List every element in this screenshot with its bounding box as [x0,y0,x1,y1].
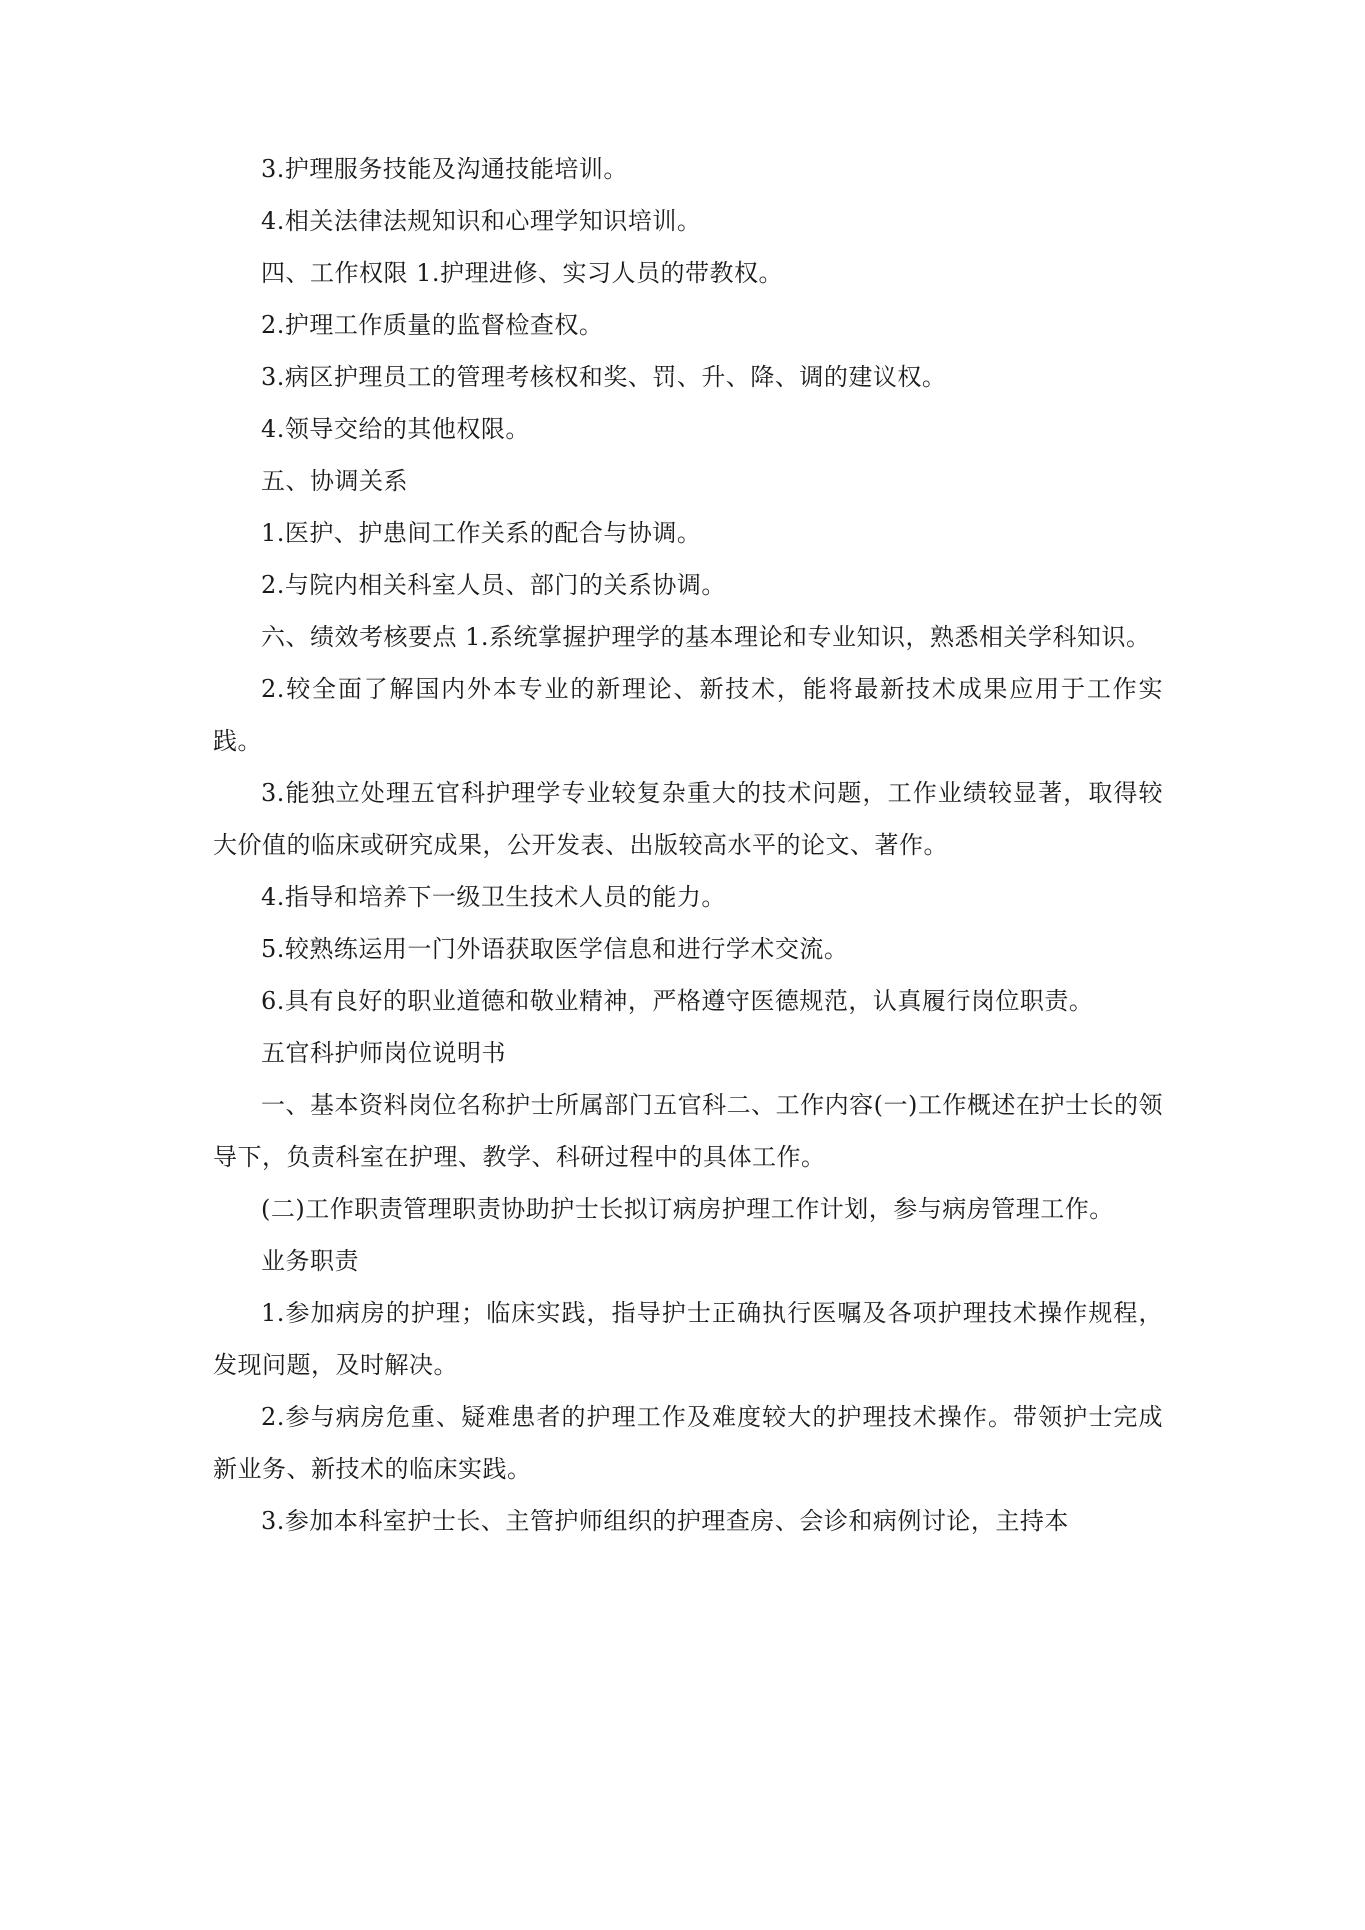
paragraph: (二)工作职责管理职责协助护士长拟订病房护理工作计划，参与病房管理工作。 [261,1195,1114,1223]
section-heading: 一、基本资料岗位名称护士所属部门五官科二、工作内容(一)工作概述在护士长的领导下，负责科室在护理、教学、科研过程中的具体工作。 [213,1091,1163,1171]
paragraph: 3.参加本科室护士长、主管护师组织的护理查房、会诊和病例讨论，主持本 [261,1507,1069,1535]
paragraph: 2.与院内相关科室人员、部门的关系协调。 [261,571,726,599]
section-heading: 四、工作权限 1.护理进修、实习人员的带教权。 [261,259,784,287]
paragraph: 4.领导交给的其他权限。 [261,415,530,443]
section-heading: 业务职责 [261,1247,359,1275]
paragraph: 2.护理工作质量的监督检查权。 [261,311,604,339]
paragraph: 1.医护、护患间工作关系的配合与协调。 [261,519,702,547]
paragraph: 3.能独立处理五官科护理学专业较复杂重大的技术问题，工作业绩较显著，取得较大价值的临床或研究成果，公开发表、出版较高水平的论文、著作。 [213,779,1163,859]
document-title: 五官科护师岗位说明书 [261,1039,506,1067]
paragraph: 3.病区护理员工的管理考核权和奖、罚、升、降、调的建议权。 [261,363,947,391]
paragraph: 1.参加病房的护理；临床实践，指导护士正确执行医嘱及各项护理技术操作规程，发现问题，及时解决。 [213,1299,1163,1379]
paragraph: 6.具有良好的职业道德和敬业精神，严格遵守医德规范，认真履行岗位职责。 [261,987,1094,1015]
paragraph: 2.参与病房危重、疑难患者的护理工作及难度较大的护理技术操作。带领护士完成新业务、新技术的临床实践。 [213,1403,1163,1483]
paragraph: 3.护理服务技能及沟通技能培训。 [261,155,628,183]
section-heading: 六、绩效考核要点 1.系统掌握护理学的基本理论和专业知识，熟悉相关学科知识。 [261,623,1151,651]
paragraph: 4.相关法律法规知识和心理学知识培训。 [261,207,702,235]
document-body [213,143,1163,1547]
section-heading: 五、协调关系 [261,467,408,495]
paragraph: 2.较全面了解国内外本专业的新理论、新技术，能将最新技术成果应用于工作实践。 [213,675,1163,755]
paragraph: 4.指导和培养下一级卫生技术人员的能力。 [261,883,726,911]
paragraph: 5.较熟练运用一门外语获取医学信息和进行学术交流。 [261,935,849,963]
